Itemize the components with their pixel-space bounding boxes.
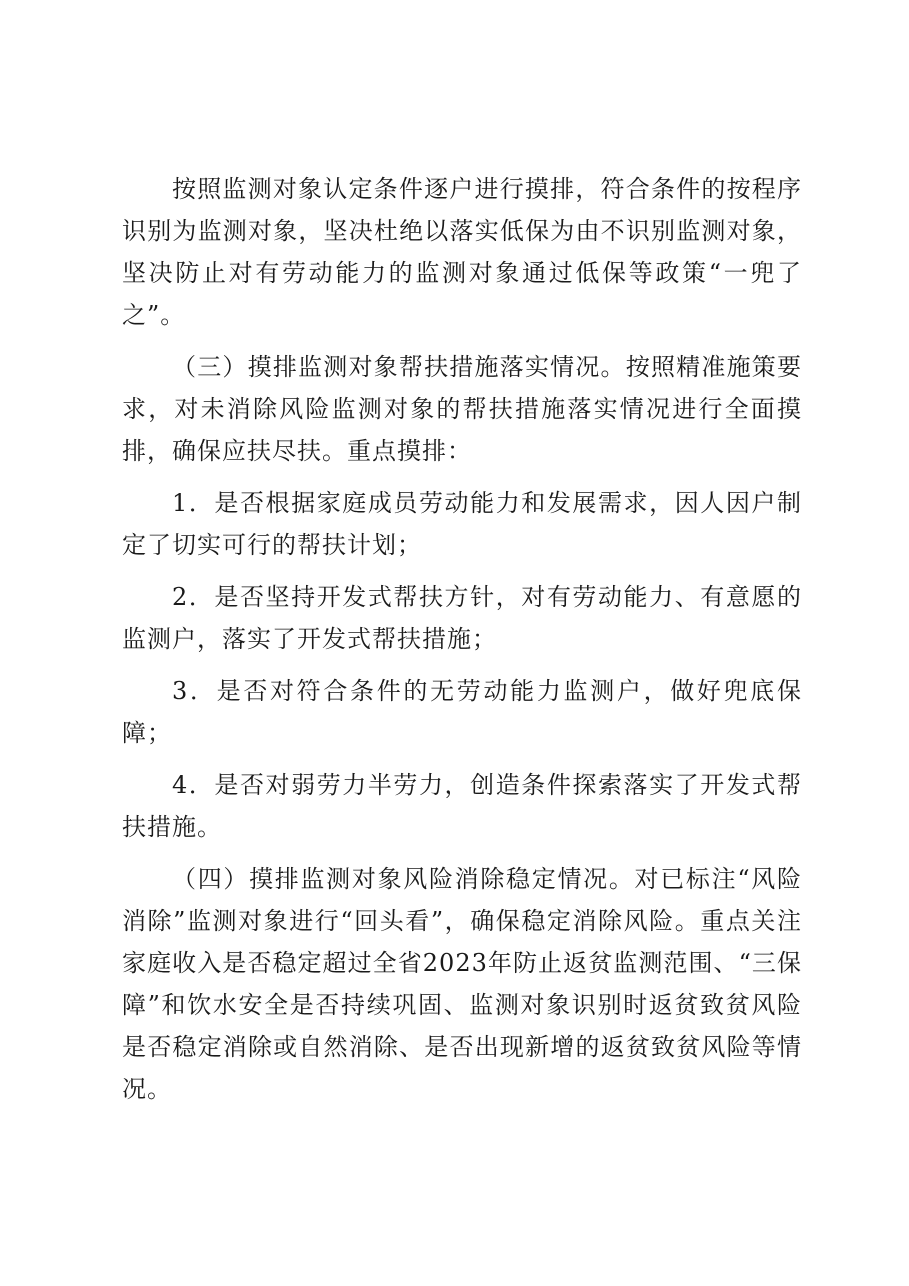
document-body	[122, 168, 802, 1120]
paragraph-section-three: （三）摸排监测对象帮扶措施落实情况。按照精准施策要求，对未消除风险监测对象的帮扶措施落实情况进行全面摸排，确保应扶尽扶。重点摸排：	[122, 353, 802, 465]
paragraph-identification: 按照监测对象认定条件逐户进行摸排，符合条件的按程序识别为监测对象，坚决杜绝以落实低保为由不识别监测对象，坚决防止对有劳动能力的监测对象通过低保等政策“一兜了之”。	[122, 175, 802, 329]
paragraph-section-four: （四）摸排监测对象风险消除稳定情况。对已标注“风险消除”监测对象进行“回头看”，确保稳定消除风险。重点关注家庭收入是否稳定超过全省2023年防止返贫监测范围、“三保障”和饮水安全是否持续巩固、监测对象识别时返贫致贫风险是否稳定消除或自然消除、是否出现新增的返贫致贫风险等情况。	[122, 865, 802, 1103]
list-item-1: 1．是否根据家庭成员劳动能力和发展需求，因人因户制定了切实可行的帮扶计划；	[122, 489, 802, 559]
list-item-2: 2．是否坚持开发式帮扶方针，对有劳动能力、有意愿的监测户，落实了开发式帮扶措施；	[122, 583, 802, 653]
list-item-3: 3．是否对符合条件的无劳动能力监测户，做好兜底保障；	[122, 677, 802, 747]
list-item-4: 4．是否对弱劳力半劳力，创造条件探索落实了开发式帮扶措施。	[122, 771, 802, 841]
